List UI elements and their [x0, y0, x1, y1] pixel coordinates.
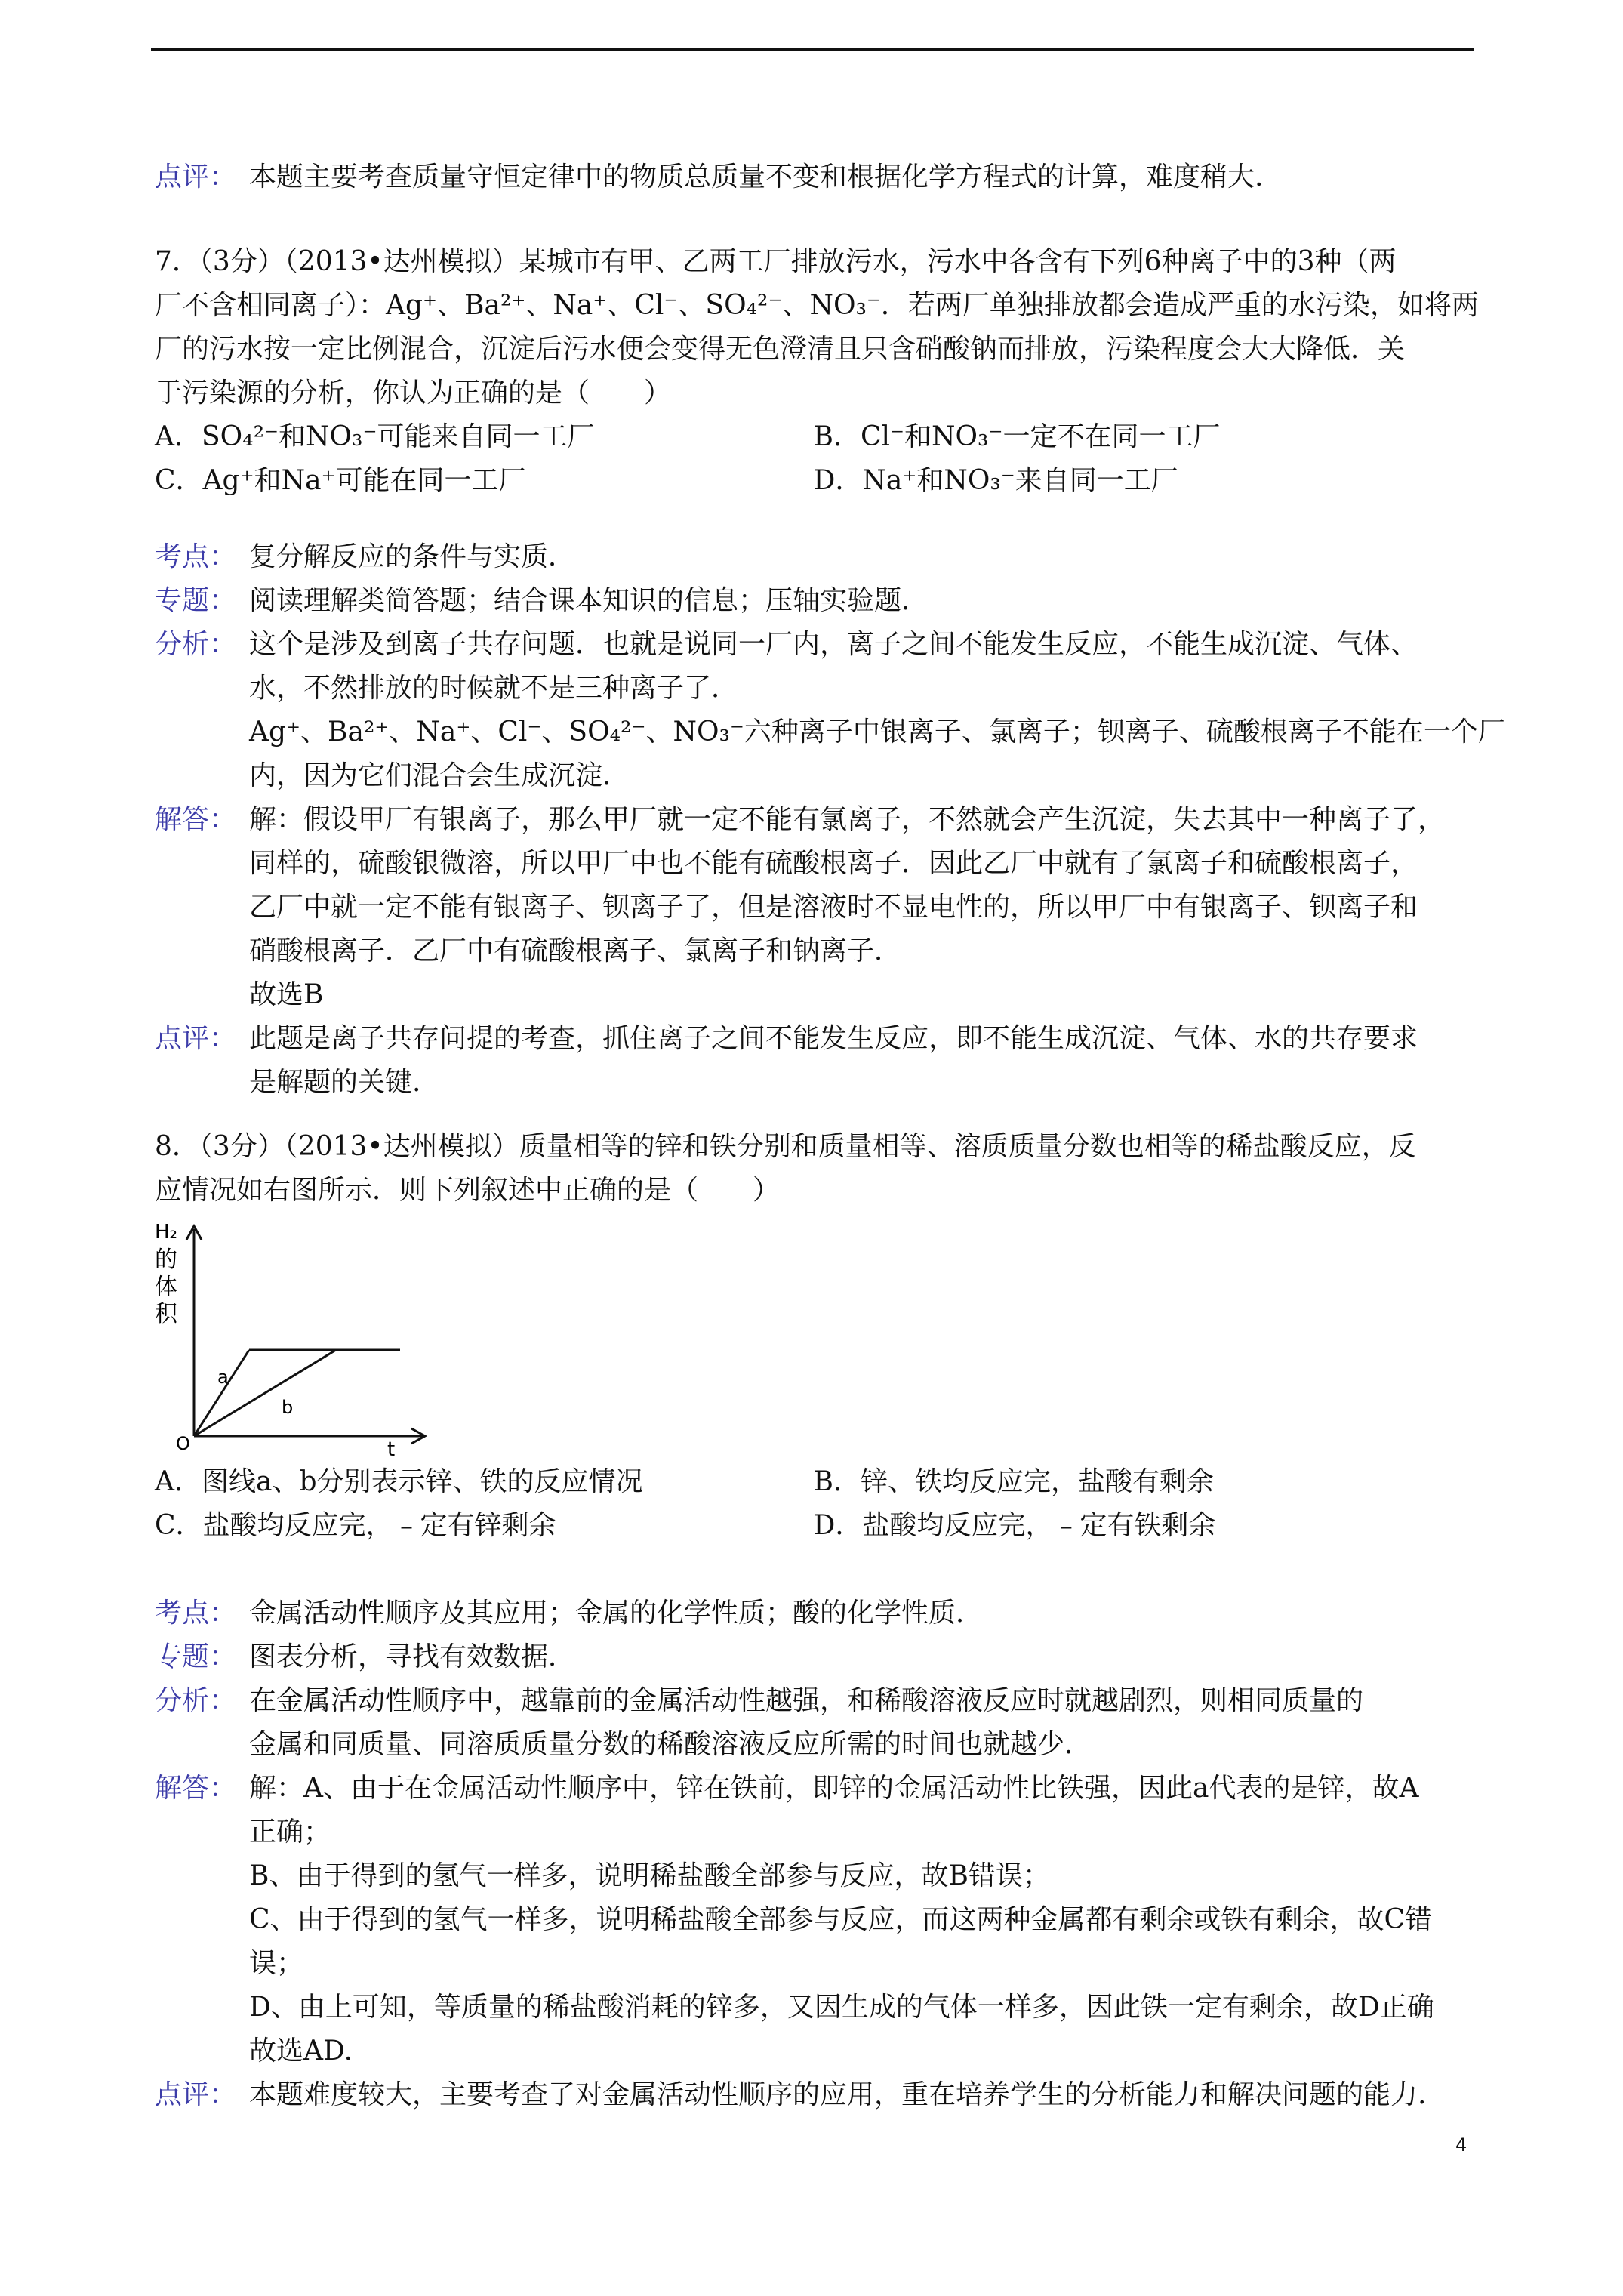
option-c: C．盐酸均反应完，﹣定有锌剩余 [155, 1510, 556, 1541]
fenxi-line: 水，不然排放的时候就不是三种离子了． [249, 673, 739, 704]
fenxi-line: 内，因为它们混合会生成沉淀． [249, 760, 630, 791]
jieda-line: 故选AD. [249, 2036, 353, 2066]
origin-label: O [176, 1433, 190, 1454]
prev-comment [155, 156, 1472, 199]
label-jieda: 解答： [155, 1773, 237, 1804]
option-a: A．图线a、b分别表示锌、铁的反应情况 [155, 1466, 643, 1497]
y-axis-label-2: 的 [155, 1247, 177, 1273]
kaodian-text: 复分解反应的条件与实质． [249, 541, 576, 572]
y-axis-label-1: H₂ [155, 1221, 177, 1244]
y-axis-label-3: 体 [155, 1274, 177, 1300]
label-jieda: 解答： [155, 804, 237, 835]
fenxi-section [155, 1679, 1472, 1767]
dianping-section [155, 2073, 1472, 2117]
option-a: A．SO₄²⁻和NO₃⁻可能来自同一工厂 [155, 421, 595, 452]
stem-line: 7．（3分）（2013•达州模拟）某城市有甲、乙两工厂排放污水，污水中各含有下列6种离子中的3种（两 [155, 246, 1397, 277]
option-b: B．锌、铁均反应完，盐酸有剩余 [813, 1466, 1214, 1497]
option-d: D．盐酸均反应完，﹣定有铁剩余 [813, 1510, 1216, 1541]
page-number: 4 [1455, 2134, 1467, 2156]
jieda-line: B、由于得到的氢气一样多，说明稀盐酸全部参与反应，故B错误； [249, 1860, 1050, 1891]
label-dianping: 点评： [155, 2079, 237, 2110]
question-8-analysis [155, 1592, 1472, 2117]
question-8-options [155, 1460, 1472, 1548]
jieda-line: 误； [249, 1948, 304, 1979]
question-7-stem [155, 240, 1479, 503]
line-b-label: b [282, 1397, 294, 1418]
stem-line: 应情况如右图所示．则下列叙述中正确的是（ ） [155, 1175, 781, 1206]
reaction-graph [155, 1216, 434, 1457]
stem-line: 于污染源的分析，你认为正确的是（ ） [155, 378, 672, 408]
label-kaodian: 考点： [155, 1598, 237, 1629]
question-8-stem [155, 1125, 1472, 1213]
line-b [194, 1350, 336, 1436]
label-dianping: 点评： [155, 162, 237, 193]
jieda-line: 硝酸根离子．乙厂中有硫酸根离子、氯离子和钠离子． [249, 935, 902, 966]
stem-line: 厂不含相同离子）：Ag⁺、Ba²⁺、Na⁺、Cl⁻、SO₄²⁻、NO₃⁻．若两厂单独排放都会造成严重的水污染，如将两 [155, 290, 1479, 321]
zhuanti-section [155, 579, 1472, 623]
kaodian-text: 金属活动性顺序及其应用；金属的化学性质；酸的化学性质． [249, 1598, 984, 1629]
jieda-line: 同样的，硫酸银微溶，所以甲厂中也不能有硫酸根离子．因此乙厂中就有了氯离子和硫酸根离子， [249, 848, 1418, 879]
jieda-line: D、由上可知，等质量的稀盐酸消耗的锌多，又因生成的气体一样多，因此铁一定有剩余，故D正确 [249, 1992, 1434, 2023]
option-c: C．Ag⁺和Na⁺可能在同一工厂 [155, 465, 526, 496]
fenxi-line: 这个是涉及到离子共存问题．也就是说同一厂内，离子之间不能发生反应，不能生成沉淀、气体、 [249, 629, 1418, 660]
stem-line: 8．（3分）（2013•达州模拟）质量相等的锌和铁分别和质量相等、溶质质量分数也相等的稀盐酸反应，反 [155, 1131, 1416, 1162]
kaodian-section [155, 1592, 1472, 1635]
x-axis-label: t [387, 1438, 396, 1457]
y-axis-label-4: 积 [155, 1301, 177, 1327]
fenxi-line: 金属和同质量、同溶质质量分数的稀酸溶液反应所需的时间也就越少． [249, 1729, 1092, 1760]
label-fenxi: 分析： [155, 1685, 237, 1716]
header-rule [151, 48, 1474, 51]
dianping-section [155, 1017, 1472, 1105]
question-7-analysis [155, 535, 1505, 1105]
dianping-line: 此题是离子共存问提的考查，抓住离子之间不能发生反应，即不能生成沉淀、气体、水的共存要求 [249, 1023, 1418, 1054]
label-kaodian: 考点： [155, 541, 237, 572]
zhuanti-text: 图表分析，寻找有效数据． [249, 1641, 576, 1672]
label-fenxi: 分析： [155, 629, 237, 660]
label-zhuanti: 专题： [155, 585, 237, 616]
zhuanti-section [155, 1635, 1472, 1679]
dianping-line: 本题难度较大，主要考查了对金属活动性顺序的应用，重在培养学生的分析能力和解决问题的能力. [249, 2079, 1427, 2110]
jieda-line: 乙厂中就一定不能有银离子、钡离子了，但是溶液时不显电性的，所以甲厂中有银离子、钡离子和 [249, 892, 1418, 923]
jieda-line: C、由于得到的氢气一样多，说明稀盐酸全部参与反应，而这两种金属都有剩余或铁有剩余，故C错 [249, 1904, 1433, 1935]
fenxi-line: 在金属活动性顺序中，越靠前的金属活动性越强，和稀酸溶液反应时就越剧烈，则相同质量的 [249, 1685, 1364, 1716]
fenxi-line: Ag⁺、Ba²⁺、Na⁺、Cl⁻、SO₄²⁻、NO₃⁻六种离子中银离子、氯离子；钡离子、硫酸根离子不能在一个厂 [249, 717, 1505, 747]
label-dianping: 点评： [155, 1023, 237, 1054]
option-b: B．Cl⁻和NO₃⁻一定不在同一工厂 [813, 421, 1221, 452]
jieda-line: 故选B [249, 979, 324, 1010]
option-d: D．Na⁺和NO₃⁻来自同一工厂 [813, 465, 1178, 496]
jieda-line: 正确； [249, 1817, 331, 1848]
jieda-section [155, 798, 1472, 1017]
label-zhuanti: 专题： [155, 1641, 237, 1672]
dianping-line: 是解题的关键. [249, 1067, 421, 1098]
fenxi-section [155, 623, 1505, 798]
line-a [194, 1350, 249, 1436]
jieda-line: 解：A、由于在金属活动性顺序中，锌在铁前，即锌的金属活动性比铁强，因此a代表的是锌，故A [249, 1773, 1419, 1804]
line-a-label: a [217, 1367, 229, 1388]
jieda-section [155, 1767, 1472, 2073]
zhuanti-text: 阅读理解类简答题；结合课本知识的信息；压轴实验题． [249, 585, 929, 616]
stem-line: 厂的污水按一定比例混合，沉淀后污水便会变得无色澄清且只含硝酸钠而排放，污染程度会大大降低．关 [155, 334, 1406, 365]
comment-text: 本题主要考查质量守恒定律中的物质总质量不变和根据化学方程式的计算，难度稍大. [249, 162, 1264, 193]
jieda-line: 解：假设甲厂有银离子，那么甲厂就一定不能有氯离子，不然就会产生沉淀，失去其中一种离子了， [249, 804, 1446, 835]
kaodian-section [155, 535, 1472, 579]
